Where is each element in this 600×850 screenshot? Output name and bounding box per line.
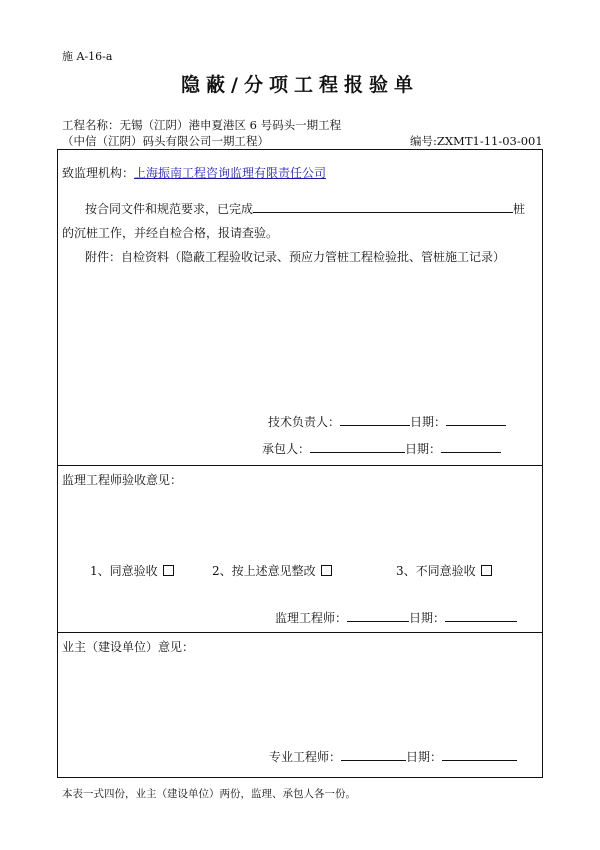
attachment-line: 附件：自检资料（隐蔽工程验收记录、预应力管桩工程检验批、管桩施工记录） xyxy=(85,250,506,264)
project-name: 工程名称：无锡（江阴）港申夏港区 6 号码头一期工程 xyxy=(62,118,342,132)
supervisor-company[interactable]: 上海振南工程咨询监理有限责任公司 xyxy=(134,166,327,180)
section-divider-1 xyxy=(57,465,543,466)
doc-no-label: 编号: xyxy=(410,134,437,148)
tech-lead-signature[interactable] xyxy=(340,413,410,426)
owner-engineer-signature[interactable] xyxy=(341,748,406,761)
to-supervisor-line xyxy=(62,164,326,181)
completion-statement xyxy=(85,200,525,217)
page-title: 隐蔽/分项工程报验单 xyxy=(181,74,419,96)
body-prefix: 按合同文件和规范要求，已完成 xyxy=(85,202,254,216)
option-rectify-label: 2、按上述意见整改 xyxy=(212,564,316,578)
body-suffix: 桩 xyxy=(513,202,526,216)
supervisor-date-label: 日期： xyxy=(409,611,446,625)
option-reject xyxy=(396,562,492,579)
owner-date-label: 日期： xyxy=(406,750,443,764)
to-label: 致监理机构： xyxy=(62,166,135,180)
form-frame xyxy=(57,149,543,778)
option-reject-label: 3、不同意验收 xyxy=(396,564,476,578)
owner-opinion-heading: 业主（建设单位）意见： xyxy=(62,640,195,654)
body-line-2: 的沉桩工作，并经自检合格，报请查验。 xyxy=(62,226,279,240)
contractor-signature[interactable] xyxy=(310,440,405,453)
tech-lead-date-label: 日期： xyxy=(410,415,447,429)
reject-checkbox[interactable] xyxy=(481,565,492,576)
section-divider-2 xyxy=(57,632,543,633)
contractor-date-label: 日期： xyxy=(405,442,442,456)
tech-lead-date[interactable] xyxy=(446,413,506,426)
owner-date[interactable] xyxy=(442,748,517,761)
contractor-date[interactable] xyxy=(441,440,501,453)
supervisor-opinion-heading: 监理工程师验收意见： xyxy=(62,473,183,487)
supervisor-engineer-label: 监理工程师： xyxy=(275,611,348,625)
rectify-checkbox[interactable] xyxy=(321,565,332,576)
supervisor-date[interactable] xyxy=(445,609,517,622)
form-code: 施 A-16-a xyxy=(62,50,113,63)
option-rectify xyxy=(212,562,332,579)
project-name-alt: （中信（江阴）码头有限公司一期工程） xyxy=(62,134,269,148)
owner-engineer-line xyxy=(269,748,517,765)
document-number xyxy=(410,133,543,149)
footer-note: 本表一式四份，业主（建设单位）两份，监理、承包人各一份。 xyxy=(62,788,356,800)
option-approve xyxy=(90,562,174,579)
supervisor-engineer-signature[interactable] xyxy=(347,609,409,622)
contractor-line xyxy=(262,440,501,457)
contractor-label: 承包人： xyxy=(262,442,311,456)
pile-work-blank[interactable] xyxy=(253,200,513,213)
approve-checkbox[interactable] xyxy=(163,565,174,576)
owner-engineer-label: 专业工程师： xyxy=(269,750,342,764)
tech-lead-label: 技术负责人： xyxy=(268,415,341,429)
doc-no-value: ZXMT1-11-03-001 xyxy=(436,134,543,148)
supervisor-engineer-line xyxy=(275,609,517,626)
option-approve-label: 1、同意验收 xyxy=(90,564,158,578)
tech-lead-line xyxy=(268,413,506,430)
